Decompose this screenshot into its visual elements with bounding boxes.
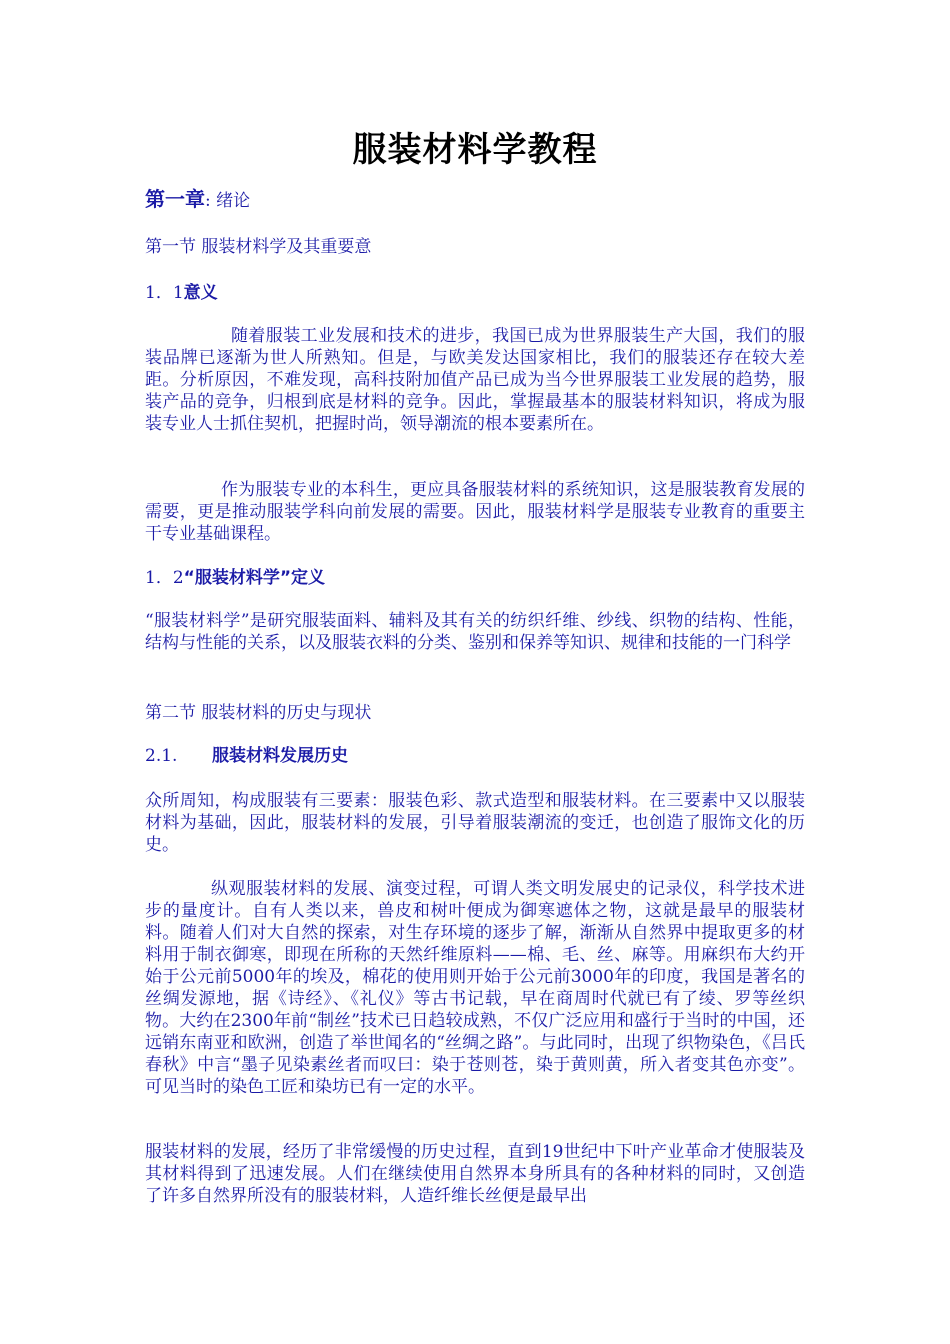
document-title: 服装材料学教程 — [352, 130, 598, 170]
subsection-1-2-heading — [145, 567, 805, 589]
paragraph-5 — [145, 878, 805, 1098]
paragraph-5-text: 纵观服装材料的发展、演变过程，可谓人类文明发展史的记录仪，科学技术进步的量度计。自有人类以来，兽皮和树叶便成为御寒遮体之物，这就是最早的服装材料。随着人们对大自然的探索，对生存环境的逐步了解，渐渐从自然界中提取更多的材料用于制衣御寒，即现在所称的天然纤维原料——棉、毛、丝、麻等。用麻织布大约开始于公元前5000年的埃及，棉花的使用则开始于公元前3000年的印度，我国是著名的丝绸发源地，据《诗经》、《礼仪》等古书记载，早在商周时代就已有了绫、罗等丝织物。大约在2300年前“制丝”技术已日趋较成熟，不仅广泛应用和盛行于当时的中国，还远销东南亚和欧洲，创造了举世闻名的“丝绸之路”。与此同时，出现了织物染色，《吕氏春秋》中言“墨子见染素丝者而叹曰：染于苍则苍，染于黄则黄，所入者变其色亦变”。可见当时的染色工匠和染坊已有一定的水平。 — [145, 879, 805, 1097]
subsection-1-1-title: 意义 — [183, 283, 218, 303]
paragraph-1 — [145, 325, 805, 435]
subsection-1-1-number: 1．1 — [145, 283, 184, 303]
subsection-1-1-heading — [145, 282, 805, 304]
subsection-1-2-number: 1．2 — [145, 568, 184, 588]
paragraph-1-text: 随着服装工业发展和技术的进步，我国已成为世界服装生产大国，我们的服装品牌已逐渐为世人所熟知。但是，与欧美发达国家相比，我们的服装还存在较大差距。分析原因，不难发现，高科技附加值产品已成为当今世界服装工业发展的趋势，服装产品的竞争，归根到底是材料的竞争。因此，掌握最基本的服装材料知识，将成为服装专业人士抓住契机，把握时尚，领导潮流的根本要素所在。 — [145, 326, 805, 434]
section-1-heading: 第一节 服装材料学及其重要意 — [145, 237, 372, 257]
paragraph-6-text: 服装材料的发展，经历了非常缓慢的历史过程，直到19世纪中下叶产业革命才使服装及其材料得到了迅速发展。人们在继续使用自然界本身所具有的各种材料的同时，又创造了许多自然界所没有的服装材料，人造纤维长丝便是最早出 — [145, 1142, 805, 1206]
paragraph-4 — [145, 790, 805, 856]
section-2-heading: 第二节 服装材料的历史与现状 — [145, 703, 372, 723]
subsection-2-1-heading — [145, 745, 805, 767]
chapter-label: 第一章 — [145, 187, 205, 211]
paragraph-4-text: 众所周知，构成服装有三要素：服装色彩、款式造型和服装材料。在三要素中又以服装材料为基础，因此，服装材料的发展，引导着服装潮流的变迁，也创造了服饰文化的历史。 — [145, 791, 805, 855]
paragraph-6 — [145, 1141, 805, 1207]
subsection-2-1-number: 2.1. — [145, 746, 178, 766]
chapter-title: : 绪论 — [205, 191, 251, 211]
subsection-2-1-title: 服装材料发展历史 — [212, 746, 348, 766]
paragraph-3 — [145, 610, 805, 654]
paragraph-3-text: “服装材料学”是研究服装面料、辅料及其有关的纺织纤维、纱线、织物的结构、性能，结构与性能的关系，以及服装衣料的分类、鉴别和保养等知识、规律和技能的一门科学 — [145, 611, 805, 653]
paragraph-2 — [145, 479, 805, 545]
chapter-heading — [145, 188, 805, 212]
subsection-1-2-title: “服装材料学”定义 — [183, 568, 325, 588]
paragraph-2-text: 作为服装专业的本科生，更应具备服装材料的系统知识，这是服装教育发展的需要，更是推动服装学科向前发展的需要。因此，服装材料学是服装专业教育的重要主干专业基础课程。 — [145, 480, 805, 544]
